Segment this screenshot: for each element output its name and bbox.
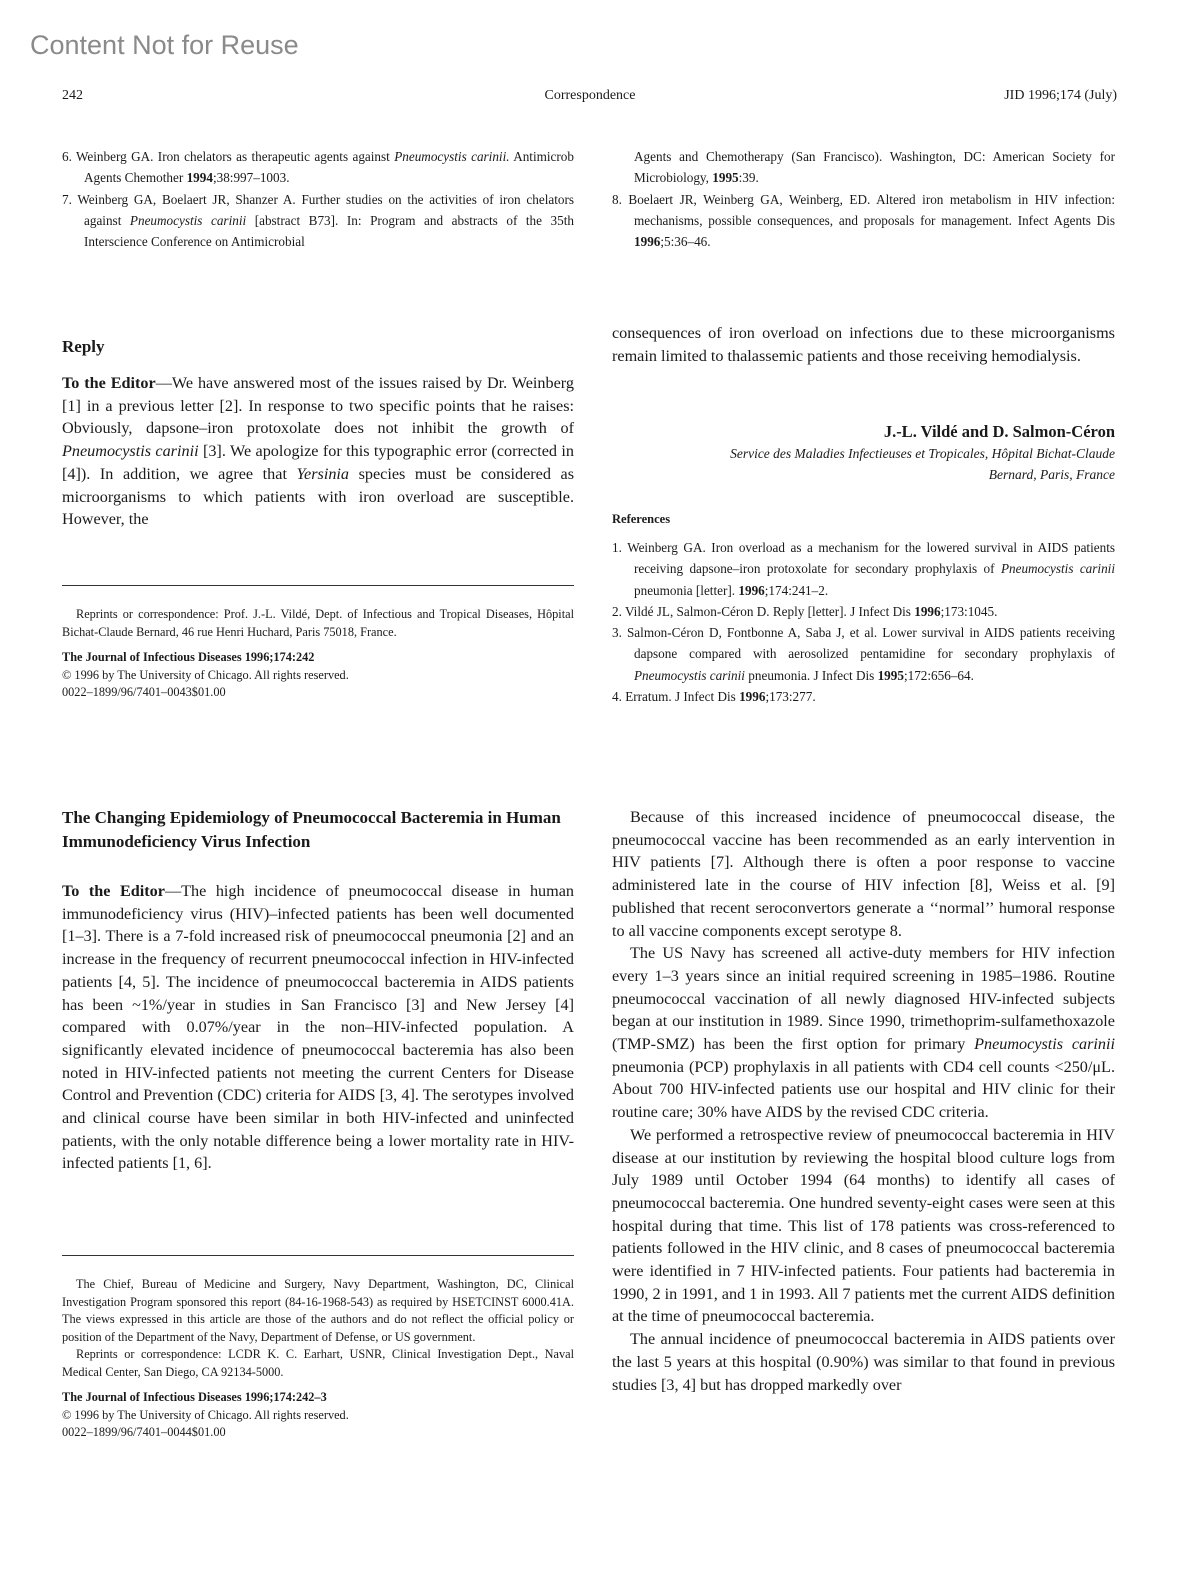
text-run: ;173:277. [765, 689, 816, 705]
text-run: [3]. We apologize for this typographic error (corrected in [4]). In addition, we agree that [62, 442, 575, 483]
italic-text: Pneumocystis carinii [129, 212, 247, 228]
text-run: pneumonia (PCP) prophylaxis in all patients with CD4 cell counts <250/μL. About 700 HIV-infected patients use our hospital and HIV clinic for their routine care; 30% have AIDS by the revised CDC criteria. [612, 1057, 1115, 1122]
journal-citation: The Journal of Infectious Diseases 1996;174:242–3 [62, 1390, 327, 1404]
article-footnote [62, 1276, 574, 1442]
text-run: ;173:1045. [940, 603, 998, 619]
previous-references-left [62, 146, 574, 252]
text-run: pneumonia. J Infect Dis [744, 667, 878, 683]
journal-citation: The Journal of Infectious Diseases 1996;174:242 [62, 650, 315, 664]
reference-item [62, 189, 574, 253]
italic-text: Pneumocystis carinii [634, 667, 745, 683]
journal-issue: JID 1996;174 (July) [1004, 88, 1117, 103]
reference-item [612, 686, 1115, 707]
text-run: Because of this increased incidence of pneumococcal disease, the pneumococcal vaccine has been recommended as an early intervention in HIV patients [7]. Although there is often a poor response to vaccine administered late in the course of HIV infection [8], Weiss et al. [9] published that recent seroconvertors generate a ‘‘normal’’ humoral response to all vaccine components except serotype 8. [612, 808, 1115, 940]
footnote-text: Reprints or correspondence: Prof. J.-L. Vildé, Dept. of Infectious and Tropical Diseases, Hôpital Bichat-Claude Bernard, 46 rue Henri Huchard, Paris 75018, France. [62, 607, 574, 639]
reply-body-right [612, 322, 1115, 367]
italic-text: Pneumocystis carinii [62, 442, 199, 461]
italic-text: Yersinia [296, 464, 350, 483]
previous-references-right [612, 146, 1115, 252]
bold-text: 1994 [186, 170, 213, 186]
italic-text: Pneumocystis carinii. [394, 149, 510, 164]
reference-item [612, 622, 1115, 686]
running-head: Correspondence [544, 88, 636, 103]
copyright: © 1996 by The University of Chicago. All rights reserved. [62, 1407, 349, 1422]
bold-text: 1996 [914, 603, 941, 619]
text-run: 1. Weinberg GA. Iron overload as a mechanism for the lowered survival in AIDS patients receiving dapsone–iron protoxolate for secondary prophylaxis of [612, 540, 1115, 577]
text-run: :39. [738, 170, 759, 186]
article-code: 0022–1899/96/7401–0044$01.00 [62, 1425, 226, 1439]
paragraph [612, 1124, 1115, 1328]
text-run: ;172:656–64. [903, 667, 974, 683]
affiliation-line: Service des Maladies Infectieuses et Tropicales, Hôpital Bichat-Claude [730, 446, 1115, 461]
reply-authors: J.-L. Vildé and D. Salmon-Céron [883, 422, 1115, 441]
bold-text: To the Editor [62, 882, 165, 900]
affiliation-line: Bernard, Paris, France [988, 467, 1115, 482]
bold-text: 1996 [634, 234, 661, 250]
reply-references [612, 537, 1115, 707]
text-run: species must be considered as microorganisms to which patients with iron overload are susceptible. However, the [62, 464, 574, 529]
text-run: 4. Erratum. J Infect Dis [612, 689, 740, 705]
reply-footnote [62, 606, 574, 702]
article-code: 0022–1899/96/7401–0043$01.00 [62, 685, 226, 699]
references-heading: References [612, 512, 671, 526]
bold-text: 1996 [738, 582, 765, 598]
footnote-rule [62, 1255, 574, 1256]
footnote-text: Reprints or correspondence: LCDR K. C. Earhart, USNR, Clinical Investigation Dept., Naval Medical Center, San Diego, CA 92134-5000. [62, 1347, 574, 1379]
italic-text: Pneumocystis carinii [974, 1035, 1115, 1054]
text-run: [abstract B73]. In: Program and abstracts of the 35th Interscience Conference on Antimicrobial [84, 212, 574, 250]
text-run: We performed a retrospective review of pneumococcal bacteremia in HIV disease at our institution by reviewing the hospital blood culture logs from July 1989 until October 1994 (64 months) to identify all cases of pneumococcal bacteremia. One hundred seventy-eight cases were seen at this hospital during that time. This list of 178 patients was cross-referenced to patients followed in the HIV clinic, and 8 cases of pneumococcal bacteremia were identified in 7 HIV-infected patients. Four patients had bacteremia in 1990, 2 in 1991, and 1 in 1993. All 7 patients met the current AIDS definition at the time of pneumococcal bacteremia. [612, 1125, 1115, 1326]
article-title: The Changing Epidemiology of Pneumococcal Bacteremia in Human Immunodeficiency Virus Infection [62, 808, 561, 851]
text-run: Antimicrob Agents Chemother [84, 149, 574, 186]
text-run: 6. Weinberg GA. Iron chelators as therapeutic agents against [62, 149, 395, 164]
text-run: 3. Salmon-Céron D, Fontbonne A, Saba J, et al. Lower survival in AIDS patients receiving dapsone compared with aerosolized pentamidine for secondary prophylaxis of [612, 625, 1115, 662]
text-run: —The high incidence of pneumococcal disease in human immunodeficiency virus (HIV)–infected patients has been well documented [1–3]. There is a 7-fold increased risk of pneumococcal pneumonia [2] and an increase in the frequency of recurrent pneumococcal infection in HIV-infected patients [4, 5]. The incidence of pneumococcal bacteremia in AIDS patients has been ~1%/year in studies in San Francisco [3] and New Jersey [4] compared with 0.07%/year in the non–HIV-infected population. A significantly elevated incidence of pneumococcal bacteremia has also been noted in HIV-infected patients not meeting the current Centers for Disease Control and Prevention (CDC) criteria for AIDS [3, 4]. The serotypes involved and clinical course have been similar in both HIV-infected and uninfected patients, with the only notable difference being a lower mortality rate in HIV-infected patients [1, 6]. [62, 882, 574, 1173]
italic-text: Pneumocystis carinii [1000, 561, 1115, 577]
reply-affiliation [612, 443, 1115, 485]
reference-item [62, 146, 574, 189]
text-run: The annual incidence of pneumococcal bacteremia in AIDS patients over the last 5 years at this hospital (0.90%) was similar to that found in previous studies [3, 4] but has dropped markedly over [612, 1330, 1115, 1394]
text-run: ;38:997–1003. [212, 170, 290, 186]
reference-continuation [612, 146, 1115, 189]
text-run: 8. Boelaert JR, Weinberg GA, Weinberg, ED. Altered iron metabolism in HIV infection: mechanisms, possible consequences, and proposals for management. Infect Agents Dis [612, 191, 1115, 228]
text-run: The US Navy has screened all active-duty members for HIV infection every 1–3 years since an initial required screening in 1985–1986. Routine pneumococcal vaccination of all newly diagnosed HIV-infected subjects began at our institution in 1989. Since 1990, trimethoprim-sulfamethoxazole (TMP-SMZ) has been the first option for primary [612, 944, 1115, 1054]
text-run: consequences of iron overload on infections due to these microorganisms remain limited to thalassemic patients and those receiving hemodialysis. [612, 324, 1115, 365]
text-run: pneumonia [letter]. [634, 582, 739, 598]
bold-text: 1995 [712, 170, 739, 186]
article-body-right [612, 806, 1115, 1396]
bold-text: To the Editor [62, 374, 156, 392]
text-run: 7. Weinberg GA, Boelaert JR, Shanzer A. Further studies on the activities of iron chelators against [62, 191, 574, 228]
reference-item [612, 537, 1115, 601]
text-run: Agents and Chemotherapy (San Francisco). Washington, DC: American Society for Microbiology, [634, 149, 1115, 186]
bold-text: 1996 [739, 689, 766, 705]
reply-body-left [62, 372, 574, 531]
footnote-rule [62, 585, 574, 586]
article-body-left [62, 880, 574, 1175]
reference-item [612, 601, 1115, 622]
watermark: Content Not for Reuse [30, 30, 299, 60]
text-run: ;174:241–2. [764, 582, 829, 598]
text-run: ;5:36–46. [660, 234, 711, 250]
reference-item [612, 189, 1115, 253]
paragraph [612, 942, 1115, 1124]
copyright: © 1996 by The University of Chicago. All rights reserved. [62, 667, 349, 682]
text-run: —We have answered most of the issues raised by Dr. Weinberg [1] in a previous letter [2]. In response to two specific points that he raises: Obviously, dapsone–iron protoxolate does not inhibit the growth of [62, 374, 574, 438]
page-number: 242 [62, 88, 83, 103]
reply-heading: Reply [62, 337, 105, 356]
text-run: 2. Vildé JL, Salmon-Céron D. Reply [letter]. J Infect Dis [612, 603, 915, 619]
bold-text: 1995 [877, 667, 904, 683]
footnote-text: The Chief, Bureau of Medicine and Surgery, Navy Department, Washington, DC, Clinical Investigation Program sponsored this report (84-16-1968-543) as required by HSETCINST 6000.41A. The views expressed in this article are those of the authors and do not reflect the official policy or position of the Department of the Navy, Department of Defense, or US government. [62, 1277, 574, 1344]
paragraph [612, 1328, 1115, 1396]
paragraph [612, 806, 1115, 942]
